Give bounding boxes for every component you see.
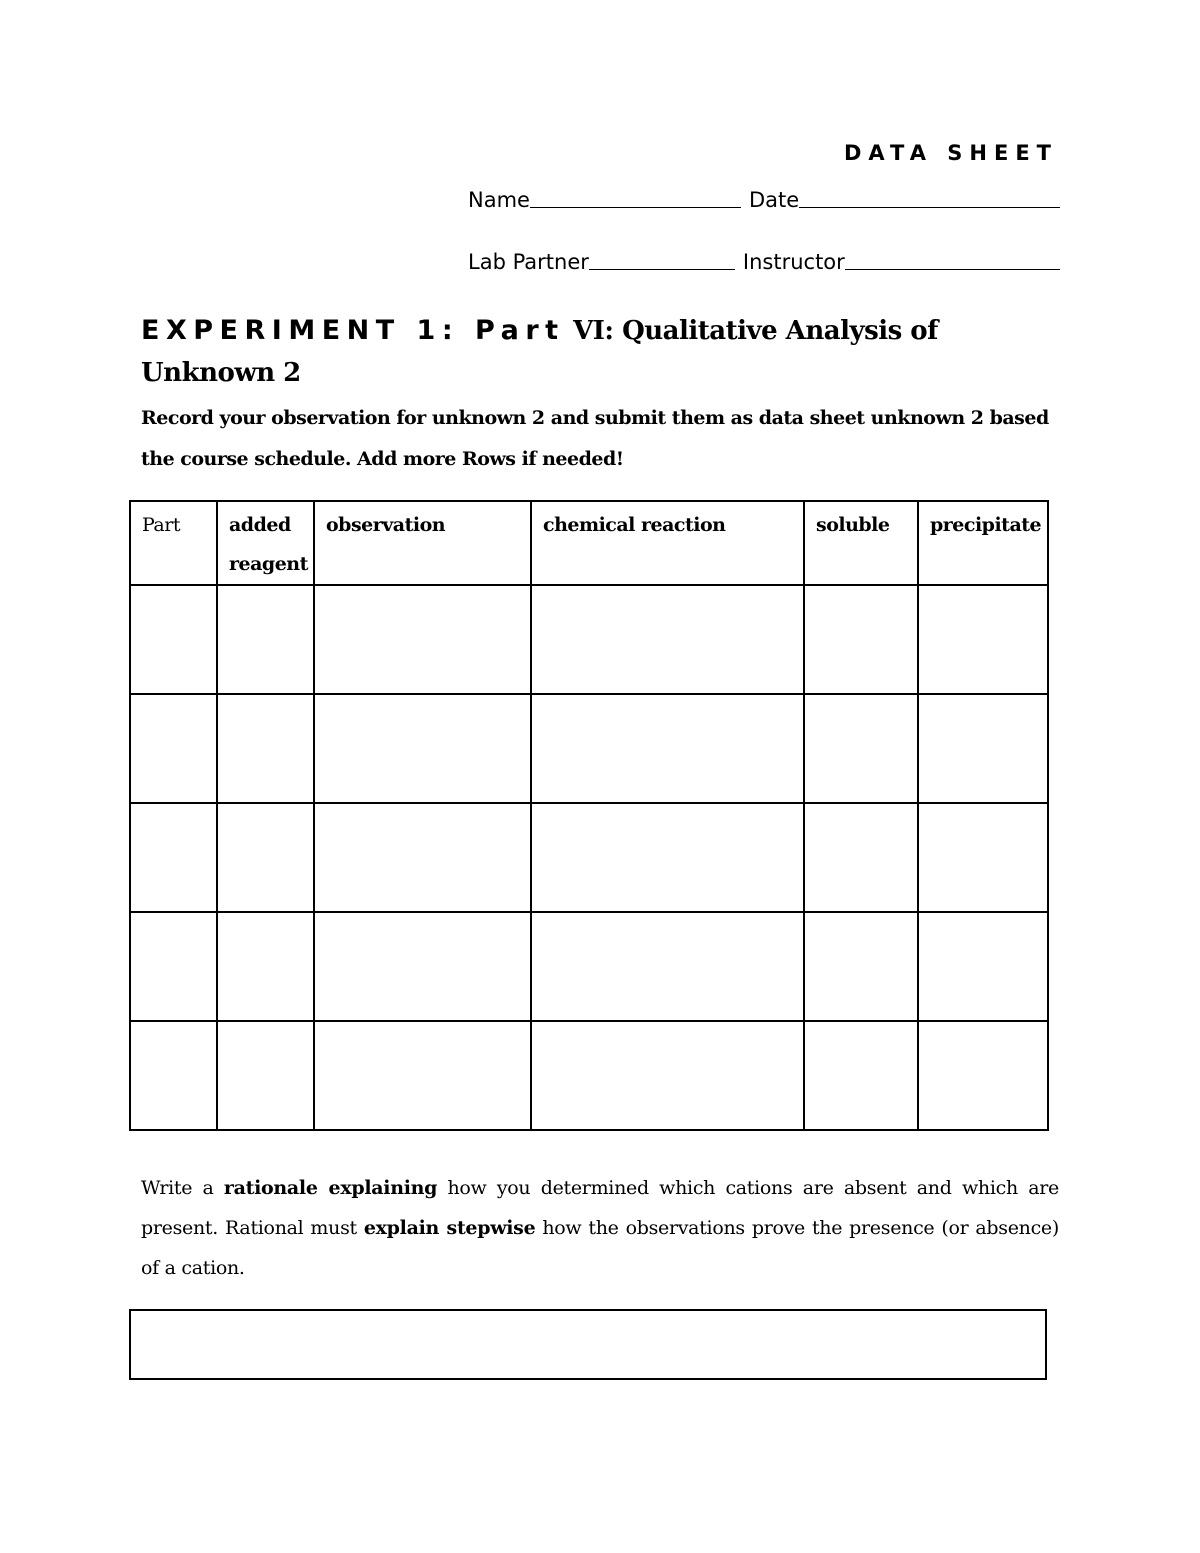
table-cell[interactable] <box>217 1021 314 1130</box>
table-cell[interactable] <box>217 694 314 803</box>
table-row <box>130 585 1048 694</box>
table-cell[interactable] <box>804 1021 918 1130</box>
name-label: Name <box>468 188 530 212</box>
table-cell[interactable] <box>217 912 314 1021</box>
header-part: Part <box>130 501 217 585</box>
instructor-field[interactable] <box>845 268 1060 270</box>
table-cell[interactable] <box>314 803 531 912</box>
table-cell[interactable] <box>804 803 918 912</box>
date-field[interactable] <box>799 206 1060 208</box>
table-cell[interactable] <box>130 694 217 803</box>
name-field[interactable] <box>530 206 741 208</box>
table-cell[interactable] <box>918 694 1048 803</box>
header-added-reagent: added reagent <box>217 501 314 585</box>
table-cell[interactable] <box>918 1021 1048 1130</box>
table-row <box>130 912 1048 1021</box>
instructions-text: Record your observation for unknown 2 and submit them as data sheet unknown 2 based the course schedule. Add more Rows if needed! <box>141 407 1049 470</box>
table-cell[interactable] <box>531 694 804 803</box>
instructor-label: Instructor <box>742 250 845 274</box>
table-cell[interactable] <box>130 912 217 1021</box>
name-date-row <box>468 188 1060 212</box>
partner-instructor-row <box>468 250 1060 274</box>
table-cell[interactable] <box>531 585 804 694</box>
date-label: Date <box>748 188 800 212</box>
table-cell[interactable] <box>217 803 314 912</box>
table-row <box>130 803 1048 912</box>
table-cell[interactable] <box>804 694 918 803</box>
table-cell[interactable] <box>314 912 531 1021</box>
observation-table <box>129 500 1049 1131</box>
experiment-title-spaced: EXPERIMENT 1: Part <box>141 315 565 346</box>
header-observation: observation <box>314 501 531 585</box>
header-soluble: soluble <box>804 501 918 585</box>
rationale-text: how the observations prove the presence (or absence) of a cation. <box>141 1217 1059 1279</box>
experiment-title <box>141 312 1041 396</box>
rationale-emphasis: rationale explaining <box>223 1177 438 1199</box>
table-cell[interactable] <box>918 912 1048 1021</box>
table-cell[interactable] <box>130 1021 217 1130</box>
header-precipitate: precipitate <box>918 501 1048 585</box>
table-row <box>130 1021 1048 1130</box>
table-header-row <box>130 501 1048 585</box>
table-row <box>130 694 1048 803</box>
rationale-text: Write a <box>141 1177 224 1199</box>
rationale-text: how you determined which cations are absent and which are present. Rational must <box>141 1177 1059 1239</box>
table-cell[interactable] <box>217 585 314 694</box>
lab-partner-field[interactable] <box>589 268 735 270</box>
table-cell[interactable] <box>130 585 217 694</box>
data-sheet-title: DATA SHEET <box>843 141 1058 165</box>
rationale-emphasis: explain stepwise <box>363 1217 536 1239</box>
table-cell[interactable] <box>918 803 1048 912</box>
table-cell[interactable] <box>804 912 918 1021</box>
table-cell[interactable] <box>531 803 804 912</box>
table-cell[interactable] <box>804 585 918 694</box>
lab-partner-label: Lab Partner <box>468 250 589 274</box>
rationale-instructions <box>141 1168 1059 1288</box>
experiment-title-rest: VI: Qualitative Analysis of Unknown 2 <box>141 316 938 388</box>
header-chemical-reaction: chemical reaction <box>531 501 804 585</box>
table-cell[interactable] <box>918 585 1048 694</box>
table-cell[interactable] <box>531 1021 804 1130</box>
table-cell[interactable] <box>314 585 531 694</box>
table-cell[interactable] <box>314 1021 531 1130</box>
table-cell[interactable] <box>314 694 531 803</box>
rationale-answer-box[interactable] <box>129 1309 1047 1380</box>
table-cell[interactable] <box>130 803 217 912</box>
table-cell[interactable] <box>531 912 804 1021</box>
